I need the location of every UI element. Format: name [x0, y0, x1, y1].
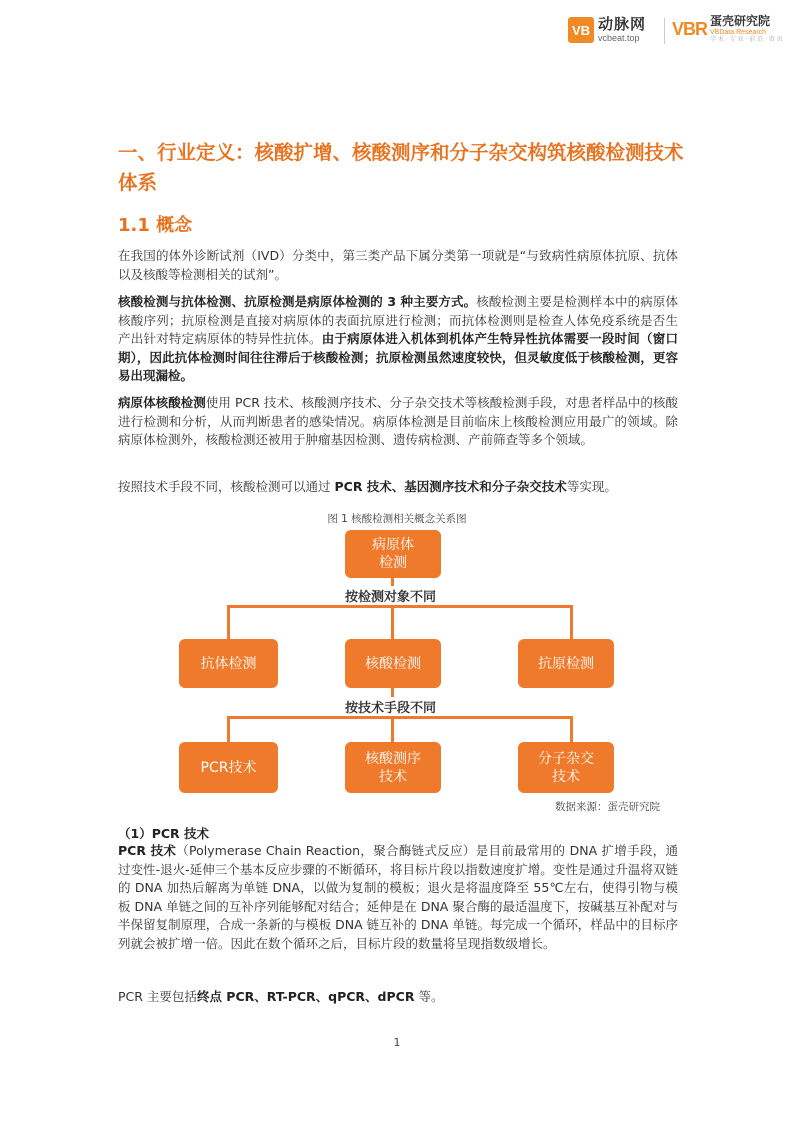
node-antigen-detection: 抗原检测 — [518, 639, 614, 688]
label-by-object: 按检测对象不同 — [343, 586, 438, 605]
connector — [570, 605, 573, 639]
logo-vbr-cn: 蛋壳研究院 — [710, 14, 771, 28]
vcbeat-logo — [568, 15, 646, 45]
connector — [227, 605, 573, 608]
paragraph-pcr-types: PCR 主要包括终点 PCR、RT-PCR、qPCR、dPCR 等。 — [118, 989, 444, 1004]
node-sequencing: 核酸测序 技术 — [345, 742, 441, 793]
paragraph-pcr: PCR 技术（Polymerase Chain Reaction，聚合酶链式反应）是目前最常用的 DNA 扩增手段，通过变性-退火-延伸三个基本反应步骤的不断循环，将目标片段以指数速度扩增。变性是通过升温将双链的 DNA 加热后解离为单链 DNA，以做为复制的模板；退火是将温度降至 55℃左右，使得引物与模板 DNA 单链之间的互补序列能够配对结合；延伸是在 DNA 聚合酶的最适温度下，按碱基互补配对与半保留复制原理，合成一条新的与模板 DNA 链互补的 DNA 单链。每完成一个循环，样品中的目标序列就会被扩增一倍。因此在数个循环之后，目标片段的数量将呈现指数级增长。 — [118, 843, 679, 951]
node-antibody-detection: 抗体检测 — [179, 639, 278, 688]
connector — [570, 716, 573, 742]
node-pcr: PCR技术 — [179, 742, 278, 793]
logo-vbr-en: VBData Research — [710, 29, 767, 36]
pcr-heading: （1）PCR 技术 — [118, 826, 210, 841]
paragraph-ivd: 在我国的体外诊断试剂（IVD）分类中，第三类产品下属分类第一项就是“与致病性病原体抗原、抗体以及核酸等检测相关的试剂”。 — [118, 248, 678, 282]
label-by-technique: 按技术手段不同 — [343, 697, 438, 716]
subsection-title: 1.1 概念 — [118, 215, 193, 236]
logo-vcbeat-cn: 动脉网 — [598, 15, 647, 33]
logo-vbr-sub: 学 术 · 专 业 · 前 沿 · 资 讯 — [710, 36, 783, 43]
node-pathogen-detection: 病原体 检测 — [345, 530, 441, 578]
connector — [227, 605, 230, 639]
connector — [391, 605, 394, 639]
section-title: 一、行业定义：核酸扩增、核酸测序和分子杂交构筑核酸检测技术体系 — [118, 141, 684, 194]
paragraph-nucleic-acid: 病原体核酸检测使用 PCR 技术、核酸测序技术、分子杂交技术等核酸检测手段，对患者样品中的核酸进行检测和分析，从而判断患者的感染情况。病原体检测是目前临床上核酸检测应用最广的领域。除病原体检测外，核酸检测还被用于肿瘤基因检测、遗传病检测、产前筛查等多个领域。 — [118, 395, 678, 447]
node-nucleic-acid-detection: 核酸检测 — [345, 639, 441, 688]
page-number: 1 — [393, 1036, 401, 1049]
logo-divider — [664, 18, 665, 44]
vb-logo-icon: VB — [568, 17, 594, 43]
node-hybridization: 分子杂交 技术 — [518, 742, 614, 793]
connector — [227, 716, 573, 719]
connector — [391, 716, 394, 742]
vbr-logo-icon: VBR — [672, 18, 708, 39]
figure-caption: 图 1 核酸检测相关概念关系图 — [327, 513, 467, 525]
data-source: 数据来源：蛋壳研究院 — [555, 801, 660, 813]
logo-vcbeat-en: vcbeat.top — [598, 33, 640, 43]
paragraph-techniques: 按照技术手段不同，核酸检测可以通过 PCR 技术、基因测序技术和分子杂交技术等实现。 — [118, 479, 617, 494]
paragraph-detection-methods: 核酸检测与抗体检测、抗原检测是病原体检测的 3 种主要方式。核酸检测主要是检测样本中的病原体核酸序列；抗原检测是直接对病原体的表面抗原进行检测；而抗体检测则是检查人体免疫系统是否生产出针对特定病原体的特异性抗体。由于病原体进入机体到机体产生特异性抗体需要一段时间（窗口期），因此抗体检测时间往往滞后于核酸检测；抗原检测虽然速度较快，但灵敏度低于核酸检测，更容易出现漏检。 — [118, 294, 678, 383]
connector — [227, 716, 230, 742]
vbr-logo — [672, 15, 783, 43]
